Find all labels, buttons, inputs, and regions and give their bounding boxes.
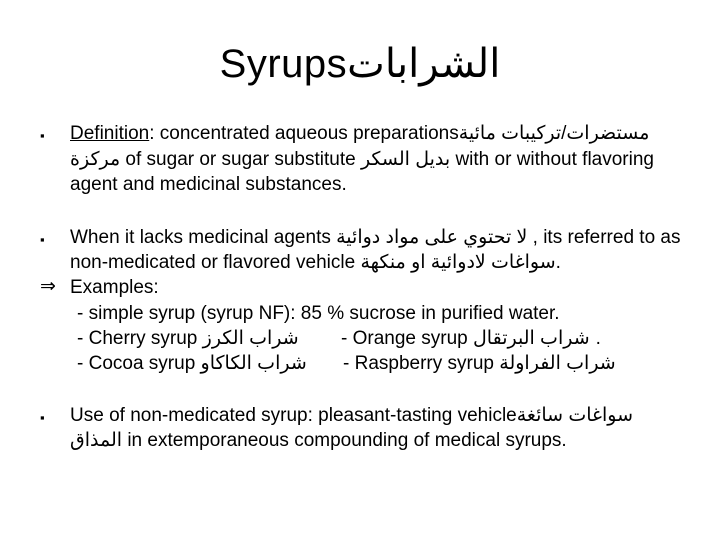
example-orange-syrup: - Orange syrup شراب البرتقال . bbox=[341, 328, 601, 349]
lacks-line-1: When it lacks medicinal agents لا تحتوي على مواد دوائية , its referred to as bbox=[70, 227, 681, 248]
definition-line-3: agent and medicinal substances. bbox=[70, 174, 347, 195]
lacks-line-2: non-medicated or flavored vehicle سواغات لادوائية او منكهة. bbox=[70, 252, 561, 273]
slide-title bbox=[0, 40, 720, 88]
definition-label: Definition bbox=[70, 123, 150, 144]
square-bullet-icon: ▪ bbox=[40, 128, 45, 143]
definition-line-2: مركزة of sugar or sugar substitute بديل السكر with or without flavoring bbox=[70, 149, 654, 170]
use-line-1: Use of non-medicated syrup: pleasant-tasting vehicleسواغات سائغة bbox=[70, 405, 634, 426]
example-raspberry-syrup: - Raspberry syrup شراب الفراولة bbox=[343, 353, 616, 374]
example-simple-syrup: - simple syrup (syrup NF): 85 % sucrose in purified water. bbox=[77, 303, 560, 324]
title-english: Syrups bbox=[219, 42, 348, 86]
square-bullet-icon: ▪ bbox=[40, 232, 45, 247]
example-cherry-syrup: - Cherry syrup شراب الكرز bbox=[77, 328, 299, 349]
definition-line-1: Definition: concentrated aqueous preparationsمستضرات/تركيبات مائية bbox=[70, 123, 650, 144]
use-line-2: المذاق in extemporaneous compounding of medical syrups. bbox=[70, 430, 567, 451]
title-arabic: الشرابات bbox=[347, 42, 501, 86]
square-bullet-icon: ▪ bbox=[40, 410, 45, 425]
example-cocoa-syrup: - Cocoa syrup شراب الكاكاو bbox=[77, 353, 307, 374]
arrow-bullet-icon: ⇒ bbox=[40, 276, 56, 297]
examples-label: Examples: bbox=[70, 277, 159, 298]
